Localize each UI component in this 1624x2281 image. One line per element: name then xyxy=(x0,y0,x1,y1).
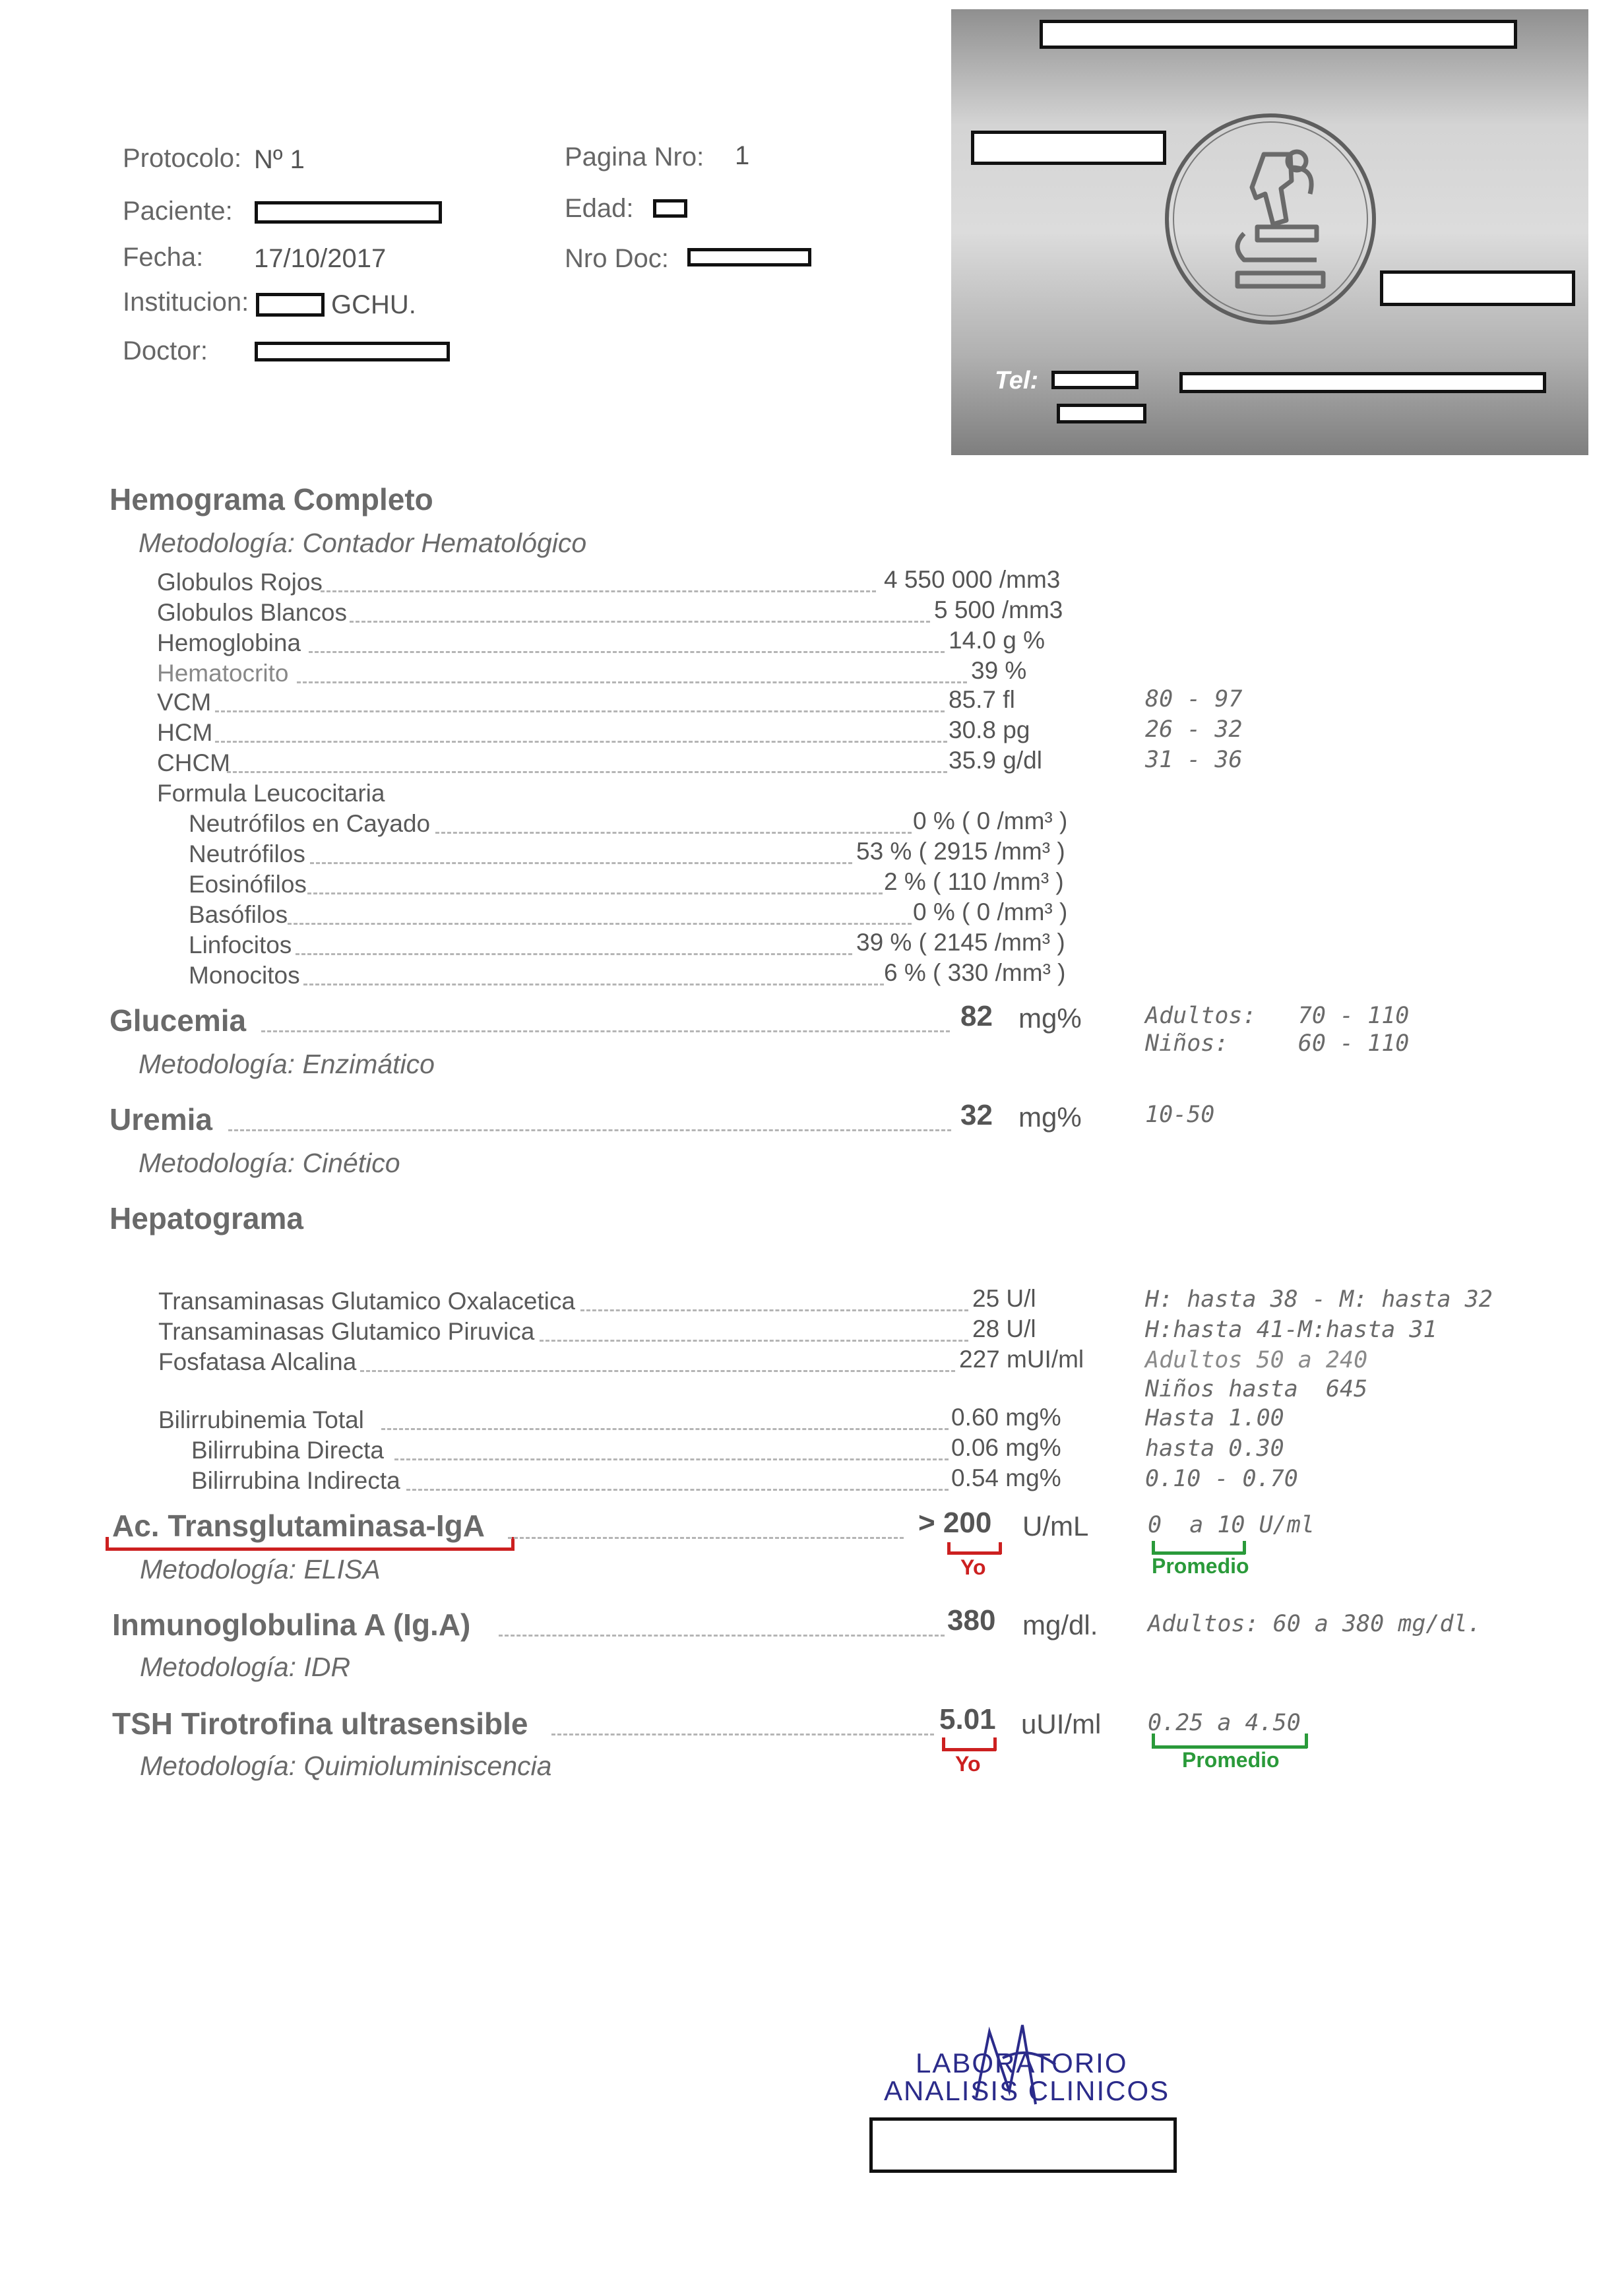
bili-row-label: Bilirrubina Indirecta xyxy=(191,1467,400,1494)
nrodoc-label: Nro Doc: xyxy=(565,244,669,273)
iga-method: Metodología: IDR xyxy=(140,1652,351,1682)
formula-row-label: Eosinófilos xyxy=(189,871,307,898)
iga-value: 380 xyxy=(947,1604,996,1637)
hepato-row-value: 28 U/l xyxy=(972,1315,1036,1342)
uremia-title: Uremia xyxy=(109,1102,212,1137)
hepato-row-ref: H:hasta 41-M:hasta 31 xyxy=(1145,1317,1437,1343)
iga-unit: mg/dl. xyxy=(1022,1609,1098,1640)
hepato-row-ref: H: hasta 38 - M: hasta 32 xyxy=(1145,1286,1493,1313)
fosfatasa-ref-ninos: Niños hasta 645 xyxy=(1145,1376,1368,1402)
edad-redaction xyxy=(653,199,687,218)
bili-row-ref: Hasta 1.00 xyxy=(1145,1405,1284,1431)
formula-row-value: 53 % ( 2915 /mm³ ) xyxy=(856,838,1065,865)
formula-row-value: 2 % ( 110 /mm³ ) xyxy=(884,868,1064,895)
hemo-row-label: HCM xyxy=(157,719,213,746)
doctor-redaction xyxy=(255,342,450,361)
microscope-icon xyxy=(1218,141,1336,299)
transglutaminasa-title: Ac. Transglutaminasa-IgA xyxy=(112,1509,485,1543)
yo-annotation: Yo xyxy=(960,1555,986,1579)
paciente-label: Paciente: xyxy=(123,197,233,226)
nrodoc-redaction xyxy=(687,248,811,266)
hemo-row-value: 39 % xyxy=(971,657,1027,684)
glucemia-value: 82 xyxy=(960,1000,993,1032)
signature-redaction xyxy=(869,2117,1177,2173)
bili-row-label: Bilirrubina Directa xyxy=(191,1437,384,1464)
hemograma-title: Hemograma Completo xyxy=(109,482,433,516)
hemo-row-value: 30.8 pg xyxy=(949,716,1030,743)
tel2-redaction xyxy=(1057,404,1146,423)
formula-row-value: 6 % ( 330 /mm³ ) xyxy=(884,959,1066,986)
tsh-yo-annotation: Yo xyxy=(955,1752,981,1776)
hepatograma-title: Hepatograma xyxy=(109,1201,303,1235)
signature-icon xyxy=(963,2018,1069,2117)
hemo-row-ref: 31 - 36 xyxy=(1145,747,1243,773)
hepato-row-label: Transaminasas Glutamico Oxalacetica xyxy=(158,1288,575,1315)
formula-row-label: Neutrófilos xyxy=(189,840,305,867)
formula-title: Formula Leucocitaria xyxy=(157,780,385,807)
uremia-method: Metodología: Cinético xyxy=(139,1148,400,1178)
fecha-value: 17/10/2017 xyxy=(254,244,387,273)
stamp-line-2: ANALISIS CLINICOS xyxy=(884,2075,1170,2106)
formula-row-label: Linfocitos xyxy=(189,931,292,958)
tel-label: Tel: xyxy=(995,367,1039,394)
promedio-annotation: Promedio xyxy=(1152,1554,1249,1578)
tsh-unit: uUI/ml xyxy=(1021,1708,1102,1739)
letterhead-redaction-left xyxy=(971,131,1166,165)
transglutaminasa-underline xyxy=(106,1547,515,1551)
hemo-row-value: 5 500 /mm3 xyxy=(934,596,1063,623)
doctor-label: Doctor: xyxy=(123,336,208,365)
stamp-line-1: LABORATORIO xyxy=(916,2047,1128,2078)
hepato-row-ref: Adultos 50 a 240 xyxy=(1145,1347,1368,1373)
hemo-row-label: Hemoglobina xyxy=(157,629,301,656)
glucemia-ref-ninos: Niños: 60 - 110 xyxy=(1145,1030,1410,1057)
hemo-row-label: CHCM xyxy=(157,749,230,776)
institucion-label: Institucion: xyxy=(123,288,249,317)
transglutaminasa-ref: 0 a 10 U/ml xyxy=(1148,1512,1315,1538)
hemo-row-label: Globulos Blancos xyxy=(157,599,347,626)
hemo-row-ref: 26 - 32 xyxy=(1145,716,1243,743)
hemograma-method: Metodología: Contador Hematológico xyxy=(139,528,587,558)
transglutaminasa-unit: U/mL xyxy=(1022,1511,1089,1542)
uremia-ref: 10-50 xyxy=(1145,1102,1215,1128)
formula-row-label: Monocitos xyxy=(189,962,300,989)
hepato-row-label: Fosfatasa Alcalina xyxy=(158,1348,357,1375)
pagina-label: Pagina Nro: xyxy=(565,142,704,172)
hemo-row-label: Globulos Rojos xyxy=(157,569,323,596)
edad-label: Edad: xyxy=(565,194,634,223)
formula-row-label: Neutrófilos en Cayado xyxy=(189,810,431,837)
transglutaminasa-value: > 200 xyxy=(918,1507,992,1539)
iga-ref: Adultos: 60 a 380 mg/dl. xyxy=(1148,1611,1482,1637)
formula-row-value: 0 % ( 0 /mm³ ) xyxy=(913,807,1068,834)
uremia-value: 32 xyxy=(960,1099,993,1131)
institucion-redaction xyxy=(256,293,325,317)
fecha-label: Fecha: xyxy=(123,243,204,272)
transglutaminasa-method: Metodología: ELISA xyxy=(140,1554,381,1584)
address-redaction xyxy=(1179,372,1546,393)
hemo-row-value: 35.9 g/dl xyxy=(949,747,1042,774)
hemo-row-value: 14.0 g % xyxy=(949,627,1046,654)
formula-row-value: 0 % ( 0 /mm³ ) xyxy=(913,898,1068,925)
tsh-method: Metodología: Quimioluminiscencia xyxy=(140,1751,552,1781)
letterhead-name-redaction xyxy=(1040,20,1517,49)
bili-row-ref: hasta 0.30 xyxy=(1145,1435,1284,1462)
glucemia-method: Metodología: Enzimático xyxy=(139,1049,435,1079)
glucemia-title: Glucemia xyxy=(109,1003,247,1038)
tsh-promedio-annotation: Promedio xyxy=(1182,1748,1280,1772)
glucemia-unit: mg% xyxy=(1018,1003,1082,1034)
iga-title: Inmunoglobulina A (Ig.A) xyxy=(112,1608,471,1642)
hemo-row-ref: 80 - 97 xyxy=(1145,686,1243,712)
uremia-unit: mg% xyxy=(1018,1102,1082,1133)
bili-row-value: 0.54 mg% xyxy=(951,1464,1061,1491)
hemo-row-value: 85.7 fl xyxy=(949,686,1015,713)
institucion-value: GCHU. xyxy=(331,290,416,319)
hemo-row-label: Hematocrito xyxy=(157,660,289,687)
glucemia-ref-adultos: Adultos: 70 - 110 xyxy=(1145,1003,1410,1029)
bili-row-value: 0.60 mg% xyxy=(951,1404,1061,1431)
bili-row-label: Bilirrubinemia Total xyxy=(158,1406,364,1433)
hepato-row-label: Transaminasas Glutamico Piruvica xyxy=(158,1318,535,1345)
hemo-row-label: VCM xyxy=(157,689,212,716)
letterhead-redaction-right xyxy=(1380,270,1575,306)
formula-row-label: Basófilos xyxy=(189,901,288,928)
hepato-row-value: 25 U/l xyxy=(972,1285,1036,1312)
hemo-row-value: 4 550 000 /mm3 xyxy=(884,566,1061,593)
hepato-row-value: 227 mUI/ml xyxy=(959,1346,1084,1373)
bili-row-value: 0.06 mg% xyxy=(951,1434,1061,1461)
tel-redaction xyxy=(1051,371,1139,389)
bili-row-ref: 0.10 - 0.70 xyxy=(1145,1466,1298,1492)
tsh-ref: 0.25 a 4.50 xyxy=(1148,1710,1301,1736)
tsh-value: 5.01 xyxy=(939,1703,996,1735)
pagina-value: 1 xyxy=(735,141,750,170)
protocolo-label: Protocolo: xyxy=(123,144,242,173)
tsh-title: TSH Tirotrofina ultrasensible xyxy=(112,1706,528,1741)
formula-row-value: 39 % ( 2145 /mm³ ) xyxy=(856,929,1065,956)
protocolo-value: Nº 1 xyxy=(254,145,305,174)
paciente-redaction xyxy=(255,201,442,224)
